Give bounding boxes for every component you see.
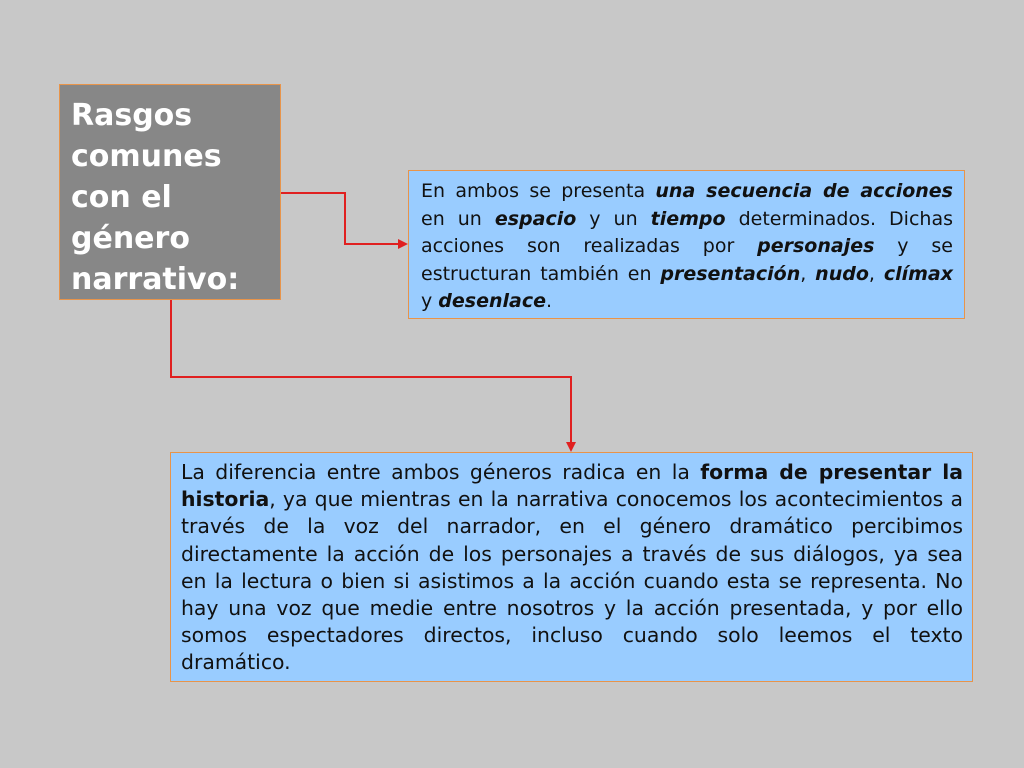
text-segment: y xyxy=(421,290,439,312)
difference-box xyxy=(170,452,973,682)
text-segment: tiempo xyxy=(650,207,726,230)
text-segment: y se estructuran también en xyxy=(421,235,954,285)
text-segment: personajes xyxy=(757,235,875,257)
title-line: narrativo: xyxy=(71,262,240,297)
connector-to-bottom-box xyxy=(171,300,571,450)
difference-text xyxy=(181,459,963,677)
title-line: género xyxy=(71,221,190,256)
text-segment: forma de presentar la historia xyxy=(181,460,963,512)
text-segment: una secuencia de acciones xyxy=(655,180,953,202)
text-segment: espacio xyxy=(494,207,577,230)
text-segment: desenlace xyxy=(438,290,546,312)
text-segment: en un xyxy=(421,207,495,230)
text-segment: , ya que mientras en la narrativa conocemos los acontecimientos a través de la voz del narrador, en el género dramático percibimos directamente la acción de los personajes a través de sus diálogos, ya sea en la lectura o bien si asistimos a la acción cuando esta se representa. No hay una voz que medie entre nosotros y la acción presentada, y por ello somos espectadores directos, incluso cuando solo leemos el texto dramático. xyxy=(181,487,963,675)
text-segment: nudo xyxy=(815,262,869,285)
text-segment: . xyxy=(546,290,553,312)
text-segment: , xyxy=(800,262,816,285)
similarities-text xyxy=(421,178,953,316)
text-segment: La diferencia entre ambos géneros radica en la xyxy=(181,460,701,484)
title-line: comunes xyxy=(71,139,222,174)
text-segment: y un xyxy=(576,207,651,230)
text-segment: clímax xyxy=(883,262,953,285)
text-segment: , xyxy=(868,262,884,285)
connector-to-top-box xyxy=(281,193,406,244)
text-segment: En ambos se presenta xyxy=(421,180,656,202)
title-line: Rasgos xyxy=(71,98,193,133)
text-segment: determinados. Dichas acciones son realizadas por xyxy=(421,207,953,257)
text-segment: presentación xyxy=(660,262,801,285)
similarities-box xyxy=(408,170,965,319)
title-line: con el xyxy=(71,180,172,215)
